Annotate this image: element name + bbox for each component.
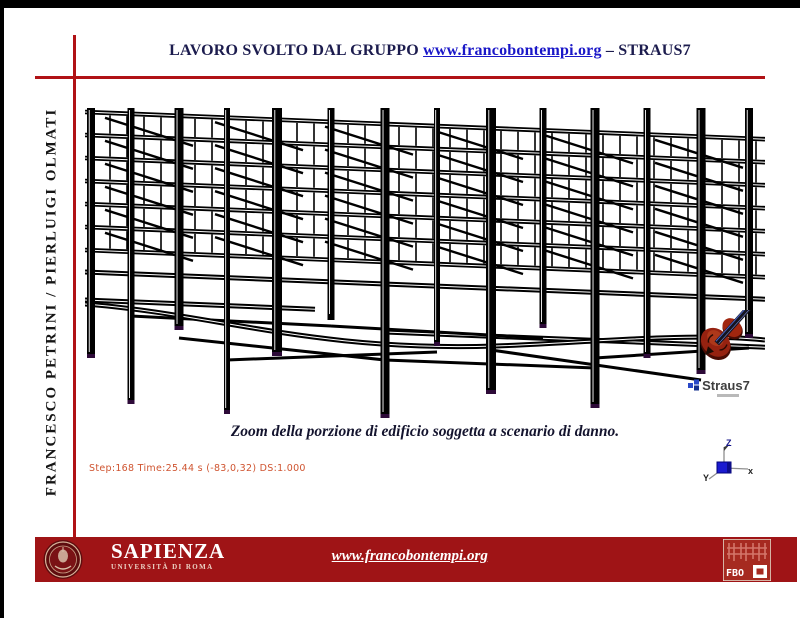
header-prefix: LAVORO SVOLTO DAL GRUPPO [169,42,424,59]
straus7-wordmark: Straus7 [702,378,750,393]
straus7-tagline-bar [717,394,739,397]
svg-text:x: x [748,466,754,476]
sapienza-emblem-icon [42,539,84,585]
fem-wireframe-svg [85,108,765,420]
straus7-squares-icon [688,379,700,392]
sapienza-name: SAPIENZA [111,539,226,563]
footer-band [35,537,797,582]
header-suffix: – STRAUS7 [601,42,691,59]
straus7-logo [681,310,757,397]
sapienza-subtitle: UNIVERSITÀ DI ROMA [111,563,214,571]
authors-text: FRANCESCO PETRINI / PIERLUIGI OLMATI [43,107,60,497]
top-border [0,0,800,8]
fbo-seal-icon [723,539,771,586]
structural-model-figure [85,108,765,420]
solver-status-text: Step:168 Time:25.44 s (-83,0,32) DS:1.000 [89,463,306,474]
footer-url-link[interactable]: www.francobontempi.org [331,548,488,564]
red-horizontal-rule [35,76,765,79]
sapienza-wordmark [111,540,225,571]
axes-triad-icon [702,438,754,495]
svg-text:Y: Y [703,473,710,483]
svg-text:FBO: FBO [726,568,745,579]
figure-caption: Zoom della porzione di edificio soggetta a scenario di danno. [230,423,620,440]
svg-text:Z: Z [726,438,732,448]
left-border [0,0,4,618]
header-link[interactable]: www.francobontempi.org [423,42,602,59]
red-vertical-rule [73,35,76,537]
slide-header [85,42,775,60]
violin-icon [684,310,754,372]
